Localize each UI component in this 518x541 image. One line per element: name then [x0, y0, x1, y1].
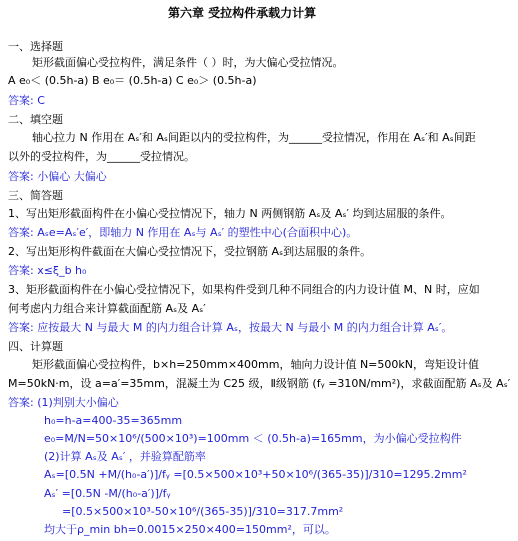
section-calc-heading: 四、计算题 — [8, 340, 63, 353]
short-a2: 答案: x≤ξ_b h₀ — [8, 264, 87, 277]
page-title: 第六章 受拉构件承载力计算 — [168, 6, 317, 20]
fill-line-1: 轴心拉力 N 作用在 Aₛ′和 Aₛ间距以内的受拉构件，为______受拉情况，作用在 Aₛ′和 Aₛ间距 — [32, 131, 476, 144]
q1-answer: 答案: C — [8, 94, 45, 107]
short-q2: 2、写出矩形构件截面在大偏心受拉情况下，受拉钢筋 Aₛ到达屈服的条件。 — [8, 245, 372, 258]
short-q3-line2: 何考虑内力组合来计算截面配筋 Aₛ及 Aₛ′ — [8, 302, 206, 315]
calc-h0: h₀=h-a=400-35=365mm — [44, 414, 183, 427]
section-choice-heading: 一、选择题 — [8, 40, 63, 53]
fill-answer: 答案: 小偏心 大偏心 — [8, 170, 107, 183]
calc-step2: (2)计算 Aₛ及 Aₛ′ ，并验算配筋率 — [44, 450, 206, 463]
calc-line-1: 矩形截面偏心受拉构件，b×h=250mm×400mm，轴向力设计值 N=500kN，弯矩设计值 — [32, 358, 479, 371]
q1-options: A e₀＜ (0.5h-a) B e₀＝ (0.5h-a) C e₀＞ (0.5h-a) — [8, 74, 257, 87]
short-q3-line1: 3、矩形截面构件在小偏心受拉情况下，如果构件受到几种不同组合的内力设计值 M、N 时，应如 — [8, 283, 480, 296]
calc-as-prime-formula: Aₛ′ =[0.5N -M/(h₀-a′)]/fᵧ — [44, 487, 171, 500]
calc-rho-check: 均大于ρ_min bh=0.0015×250×400=150mm²，可以。 — [44, 523, 336, 536]
short-a3: 答案: 应按最大 N 与最大 M 的内力组合计算 Aₛ，按最大 N 与最小 M 的内力组合计算 Aₛ′。 — [8, 321, 453, 334]
calc-as-formula: Aₛ=[0.5N +M/(h₀-a′)]/fᵧ =[0.5×500×10³+50×10⁶/(365-35)]/310=1295.2mm² — [44, 468, 467, 481]
calc-as-prime-value: =[0.5×500×10³-50×10⁶/(365-35)]/310=317.7mm² — [62, 505, 344, 518]
q1-text: 矩形截面偏心受拉构件，满足条件（ ）时，为大偏心受拉情况。 — [32, 56, 344, 69]
calc-answer-step1: 答案: (1)判别大小偏心 — [8, 396, 119, 409]
section-fill-heading: 二、填空题 — [8, 113, 63, 126]
section-short-heading: 三、简答题 — [8, 189, 63, 202]
fill-line-2: 以外的受拉构件，为______受拉情况。 — [8, 150, 195, 163]
short-a1: 答案: Aₛe=Aₛ′e′，即轴力 N 作用在 Aₛ与 Aₛ′ 的塑性中心(合面积中心)。 — [8, 226, 358, 239]
calc-e0: e₀=M/N=50×10⁶/(500×10³)=100mm ＜ (0.5h-a)=165mm，为小偏心受拉构件 — [44, 432, 462, 445]
short-q1: 1、写出矩形截面构件在小偏心受拉情况下，轴力 N 两侧钢筋 Aₛ及 Aₛ′ 均到达屈服的条件。 — [8, 207, 452, 220]
calc-line-2: M=50kN·m，设 a=a′=35mm，混凝土为 C25 级，Ⅱ级钢筋 (fᵧ =310N/mm²)，求截面配筋 Aₛ及 Aₛ′ — [8, 377, 511, 390]
